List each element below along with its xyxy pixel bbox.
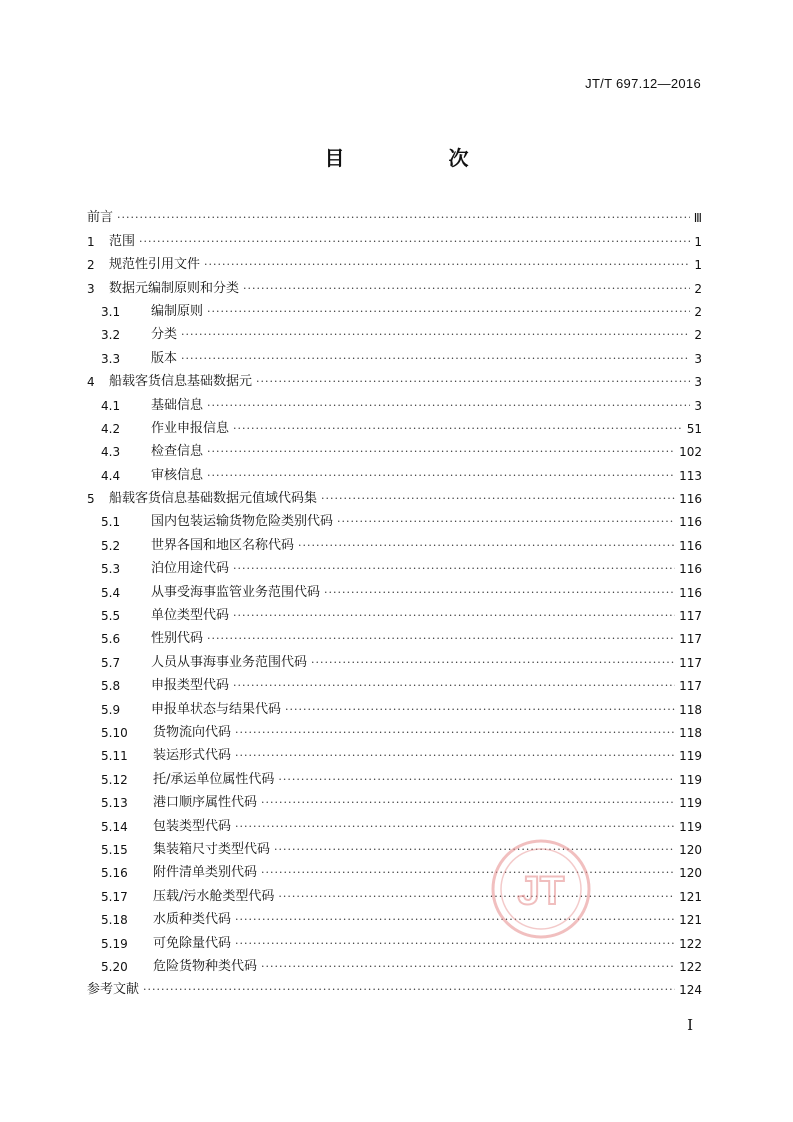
toc-entry[interactable] [87, 298, 702, 321]
toc-entry[interactable] [87, 508, 702, 531]
toc-entry[interactable] [87, 391, 702, 414]
toc-entry-page: 117 [679, 679, 702, 694]
toc-entry-title: 性别代码 [151, 631, 204, 647]
toc-entry[interactable] [87, 765, 702, 788]
toc-leader-dots [233, 420, 683, 438]
toc-entry-number: 5.13 [101, 796, 128, 811]
toc-entry-title: 作业申报信息 [151, 420, 230, 436]
toc-entry[interactable] [87, 251, 702, 274]
toc-entry-page: 3 [694, 351, 702, 366]
toc-entry-number: 3.1 [101, 304, 121, 319]
toc-entry-title: 集装箱尺寸类型代码 [153, 841, 271, 857]
toc-entry-title: 危险货物种类代码 [153, 958, 258, 974]
toc-entry-number: 2 [87, 258, 95, 273]
toc-entry-title: 前言 [87, 210, 114, 226]
toc-entry-page: 102 [679, 445, 702, 460]
toc-entry-title: 从事受海事监管业务范围代码 [151, 584, 321, 600]
toc-entry[interactable] [87, 555, 702, 578]
toc-entry-page: 117 [679, 655, 702, 670]
toc-entry[interactable] [87, 695, 702, 718]
toc-entry-number: 3.3 [101, 351, 121, 366]
toc-entry[interactable] [87, 578, 702, 601]
toc-entry-page: 51 [686, 421, 702, 436]
toc-entry-title: 数据元编制原则和分类 [109, 280, 240, 296]
toc-entry-title: 压载/污水舱类型代码 [153, 888, 275, 904]
toc-entry[interactable] [87, 531, 702, 554]
toc-entry[interactable] [87, 906, 702, 929]
toc-leader-dots [261, 958, 675, 976]
toc-leader-dots [261, 864, 675, 882]
toc-entry-title: 审核信息 [151, 467, 204, 483]
jt-watermark-stamp [490, 838, 592, 940]
toc-entry-number: 5.11 [101, 749, 128, 764]
toc-leader-dots [139, 233, 690, 251]
toc-entry-title: 可免除量代码 [153, 935, 232, 951]
toc-leader-dots [181, 326, 690, 344]
toc-entry-number: 4.2 [101, 421, 121, 436]
toc-entry[interactable] [87, 274, 702, 297]
toc-leader-dots [261, 794, 675, 812]
toc-entry-title: 船载客货信息基础数据元 [109, 374, 253, 390]
toc-entry-number: 5.14 [101, 819, 128, 834]
toc-entry[interactable] [87, 648, 702, 671]
toc-leader-dots [233, 560, 675, 578]
toc-entry-title: 附件清单类别代码 [153, 865, 258, 881]
toc-leader-dots [207, 443, 675, 461]
toc-entry-page: 116 [679, 562, 702, 577]
toc-entry-title: 包装类型代码 [153, 818, 232, 834]
toc-entry-page: 2 [694, 304, 702, 319]
toc-entry-title: 单位类型代码 [151, 608, 230, 624]
toc-entry[interactable] [87, 836, 702, 859]
toc-leader-dots [298, 537, 675, 555]
toc-entry-title: 申报类型代码 [151, 678, 230, 694]
toc-entry-number: 4.1 [101, 398, 121, 413]
toc-entry-page: 116 [679, 515, 702, 530]
toc-entry-number: 3 [87, 281, 95, 296]
toc-leader-dots [207, 397, 690, 415]
table-of-contents [87, 204, 702, 999]
toc-entry[interactable] [87, 438, 702, 461]
toc-entry[interactable] [87, 344, 702, 367]
toc-entry[interactable] [87, 976, 702, 999]
toc-leader-dots [235, 935, 675, 953]
toc-entry-page: 122 [679, 959, 702, 974]
toc-entry-number: 5.10 [101, 725, 128, 740]
toc-entry-page: 116 [679, 585, 702, 600]
toc-entry-page: 118 [679, 725, 702, 740]
toc-entry-page: 119 [679, 772, 702, 787]
toc-entry-title: 国内包装运输货物危险类别代码 [151, 514, 334, 530]
toc-entry-number: 5.5 [101, 609, 121, 624]
toc-entry[interactable] [87, 204, 702, 227]
toc-entry-number: 5.19 [101, 936, 128, 951]
toc-entry-title: 基础信息 [151, 397, 204, 413]
toc-entry-number: 3.2 [101, 328, 121, 343]
toc-leader-dots [143, 981, 675, 999]
toc-leader-dots [256, 373, 690, 391]
toc-entry-number: 1 [87, 234, 95, 249]
toc-leader-dots [235, 747, 675, 765]
toc-entry-title: 检查信息 [151, 444, 204, 460]
toc-entry[interactable] [87, 461, 702, 484]
toc-leader-dots [311, 654, 675, 672]
standard-code: JT/T 697.12—2016 [585, 76, 701, 91]
toc-entry[interactable] [87, 929, 702, 952]
toc-entry[interactable] [87, 789, 702, 812]
toc-entry[interactable] [87, 415, 702, 438]
toc-entry-page: 2 [694, 328, 702, 343]
toc-entry-number: 5.9 [101, 702, 121, 717]
toc-entry[interactable] [87, 672, 702, 695]
toc-entry-page: 117 [679, 632, 702, 647]
toc-entry-title: 泊位用途代码 [151, 561, 230, 577]
toc-entry[interactable] [87, 625, 702, 648]
toc-entry-page: 120 [679, 842, 702, 857]
toc-entry-title: 范围 [109, 233, 136, 249]
toc-entry-title: 参考文献 [87, 982, 140, 998]
toc-leader-dots [243, 280, 690, 298]
toc-entry-page: 3 [694, 375, 702, 390]
toc-leader-dots [278, 771, 675, 789]
toc-entry-title: 规范性引用文件 [109, 257, 201, 273]
toc-entry-page: Ⅲ [693, 211, 702, 226]
toc-entry[interactable] [87, 812, 702, 835]
toc-entry-number: 4.3 [101, 445, 121, 460]
toc-entry[interactable] [87, 859, 702, 882]
toc-leader-dots [321, 490, 675, 508]
toc-entry-page: 113 [679, 468, 702, 483]
toc-leader-dots [235, 818, 675, 836]
toc-entry-number: 5.6 [101, 632, 121, 647]
toc-entry-title: 世界各国和地区名称代码 [151, 537, 295, 553]
toc-entry-number: 5.4 [101, 585, 121, 600]
toc-leader-dots [235, 911, 675, 929]
toc-leader-dots [337, 513, 675, 531]
toc-entry-page: 117 [679, 609, 702, 624]
toc-entry-page: 119 [679, 819, 702, 834]
toc-entry-page: 120 [679, 866, 702, 881]
toc-entry[interactable] [87, 742, 702, 765]
toc-entry-number: 5.1 [101, 515, 121, 530]
page-title: 目 次 [324, 146, 511, 170]
toc-entry-page: 116 [679, 538, 702, 553]
toc-leader-dots [233, 607, 675, 625]
svg-text:JT: JT [517, 869, 565, 913]
toc-leader-dots [285, 701, 675, 719]
toc-entry[interactable] [87, 227, 702, 250]
toc-entry-title: 港口顺序属性代码 [153, 795, 258, 811]
toc-leader-dots [207, 303, 690, 321]
toc-entry-number: 5.12 [101, 772, 128, 787]
toc-entry-number: 5.2 [101, 538, 121, 553]
toc-leader-dots [207, 467, 675, 485]
toc-leader-dots [278, 888, 675, 906]
toc-entry-number: 5.15 [101, 842, 128, 857]
toc-leader-dots [233, 677, 675, 695]
toc-entry-title: 版本 [151, 350, 178, 366]
toc-entry-page: 1 [694, 234, 702, 249]
toc-leader-dots [204, 256, 690, 274]
toc-entry-page: 121 [679, 889, 702, 904]
toc-entry-number: 4 [87, 375, 95, 390]
toc-entry-title: 人员从事海事业务范围代码 [151, 654, 308, 670]
toc-entry-title: 船载客货信息基础数据元值域代码集 [109, 491, 318, 507]
toc-entry-number: 5.3 [101, 562, 121, 577]
toc-entry-page: 2 [694, 281, 702, 296]
toc-entry-title: 水质种类代码 [153, 912, 232, 928]
toc-entry-number: 5.7 [101, 655, 121, 670]
toc-entry-number: 5.18 [101, 913, 128, 928]
toc-entry-title: 货物流向代码 [153, 724, 232, 740]
toc-entry-page: 116 [679, 492, 702, 507]
toc-leader-dots [181, 350, 690, 368]
toc-leader-dots [207, 630, 675, 648]
toc-entry-page: 1 [694, 258, 702, 273]
toc-entry[interactable] [87, 485, 702, 508]
toc-entry-title: 分类 [151, 327, 178, 343]
toc-entry-title: 申报单状态与结果代码 [151, 701, 282, 717]
toc-entry-title: 托/承运单位属性代码 [153, 771, 275, 787]
toc-leader-dots [324, 584, 675, 602]
toc-entry-page: 122 [679, 936, 702, 951]
toc-entry-number: 5.8 [101, 679, 121, 694]
toc-entry-number: 5 [87, 492, 95, 507]
page-number: I [687, 1016, 693, 1034]
toc-entry-number: 5.20 [101, 959, 128, 974]
toc-leader-dots [117, 209, 690, 227]
toc-entry-number: 5.17 [101, 889, 128, 904]
toc-entry[interactable] [87, 321, 702, 344]
toc-entry[interactable] [87, 368, 702, 391]
toc-leader-dots [274, 841, 675, 859]
toc-leader-dots [235, 724, 675, 742]
toc-entry-page: 3 [694, 398, 702, 413]
toc-entry-title: 编制原则 [151, 303, 204, 319]
toc-entry[interactable] [87, 953, 702, 976]
toc-entry[interactable] [87, 602, 702, 625]
toc-entry-number: 4.4 [101, 468, 121, 483]
toc-entry[interactable] [87, 882, 702, 905]
toc-entry-number: 5.16 [101, 866, 128, 881]
toc-entry-page: 118 [679, 702, 702, 717]
toc-entry[interactable] [87, 719, 702, 742]
toc-entry-page: 124 [679, 983, 702, 998]
toc-entry-page: 119 [679, 749, 702, 764]
toc-entry-title: 装运形式代码 [153, 748, 232, 764]
toc-entry-page: 121 [679, 913, 702, 928]
toc-entry-page: 119 [679, 796, 702, 811]
